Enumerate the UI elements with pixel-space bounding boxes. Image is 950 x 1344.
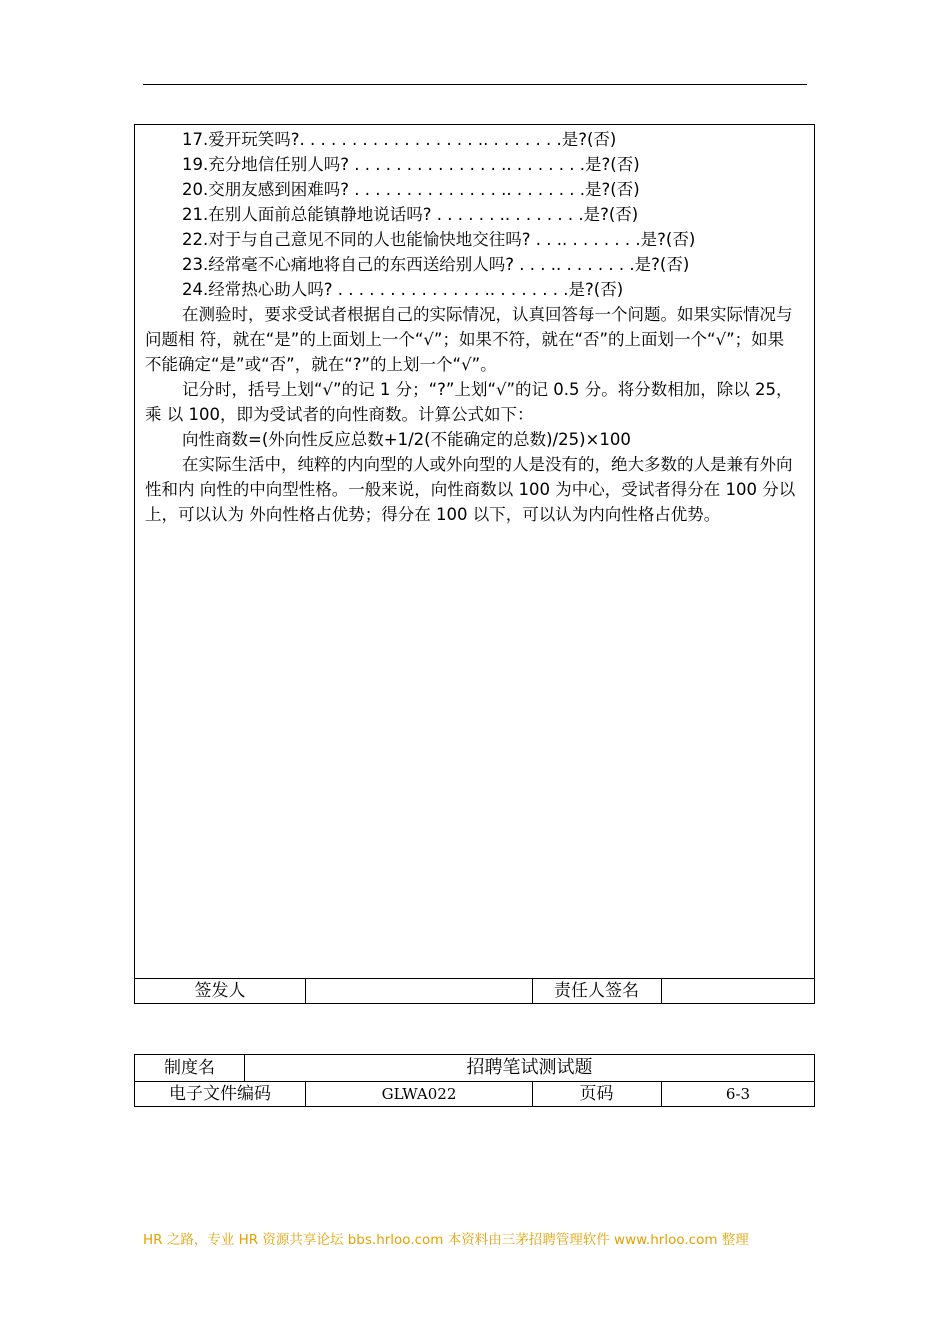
question-22: 22.对于与自己意见不同的人也能愉快地交往吗? . . .. . . . . . . .是?(否) (182, 230, 696, 249)
question-19: 19.充分地信任别人吗? . . . . . . . . . . . . . . .. . . . . . . .是?(否) (182, 155, 640, 174)
content-body (145, 127, 805, 527)
content-box (134, 124, 815, 1004)
instructions-paragraph: 在测验时，要求受试者根据自己的实际情况，认真回答每一个问题。如果实际情况与问题相 符，就在“是”的上面划上一个“√”；如果不符，就在“否”的上面划一个“√”；如果 不能确定“是”或“否”，就在“?”的上划一个“√”。 (145, 305, 793, 374)
responsible-signature-field[interactable] (662, 979, 814, 1004)
question-17: 17.爱开玩笑吗?. . . . . . . . . . . . . . . . . .. . . . . . . .是?(否) (182, 130, 617, 149)
conclusion-paragraph: 在实际生活中，纯粹的内向型的人或外向型的人是没有的，绝大多数的人是兼有外向性和内 向性的中向型性格。一般来说，向性商数以 100 为中心，受试者得分在 100 分以上，可以认为 外向性格占优势；得分在 100 以下，可以认为内向性格占优势。 (145, 455, 796, 524)
scoring-paragraph: 记分时，括号上划“√”的记 1 分；“?”上划“√”的记 0.5 分。将分数相加，除以 25，乘 以 100，即为受试者的向性商数。计算公式如下： (145, 380, 793, 424)
header-rule (143, 84, 807, 85)
formula-line: 向性商数=(外向性反应总数+1/2(不能确定的总数)/25)×100 (182, 430, 631, 449)
question-23: 23.经常毫不心痛地将自己的东西送给别人吗? . . . .. . . . . . . .是?(否) (182, 255, 690, 274)
page-label: 页码 (579, 1084, 614, 1104)
question-21: 21.在别人面前总能镇静地说话吗? . . . . . . .. . . . . . . .是?(否) (182, 205, 639, 224)
file-code-label: 电子文件编码 (169, 1084, 271, 1104)
question-24: 24.经常热心助人吗? . . . . . . . . . . . . . . .. . . . . . . .是?(否) (182, 280, 624, 299)
footer-banner: HR 之路，专业 HR 资源共享论坛 bbs.hrloo.com 本资料由三茅招聘管理软件 www.hrloo.com 整理 (143, 1232, 749, 1248)
document-info-table (134, 1054, 815, 1107)
page-number-value: 6-3 (725, 1085, 751, 1103)
responsible-signature-label: 责任人签名 (554, 981, 639, 1001)
system-name-value: 招聘笔试测试题 (466, 1057, 593, 1078)
signature-row (135, 978, 814, 1004)
issuer-label: 签发人 (194, 981, 246, 1001)
issuer-field[interactable] (306, 979, 532, 1004)
question-20: 20.交朋友感到困难吗? . . . . . . . . . . . . . . .. . . . . . . .是?(否) (182, 180, 640, 199)
system-name-label: 制度名 (164, 1058, 215, 1078)
file-code-value: GLWA022 (381, 1085, 457, 1103)
